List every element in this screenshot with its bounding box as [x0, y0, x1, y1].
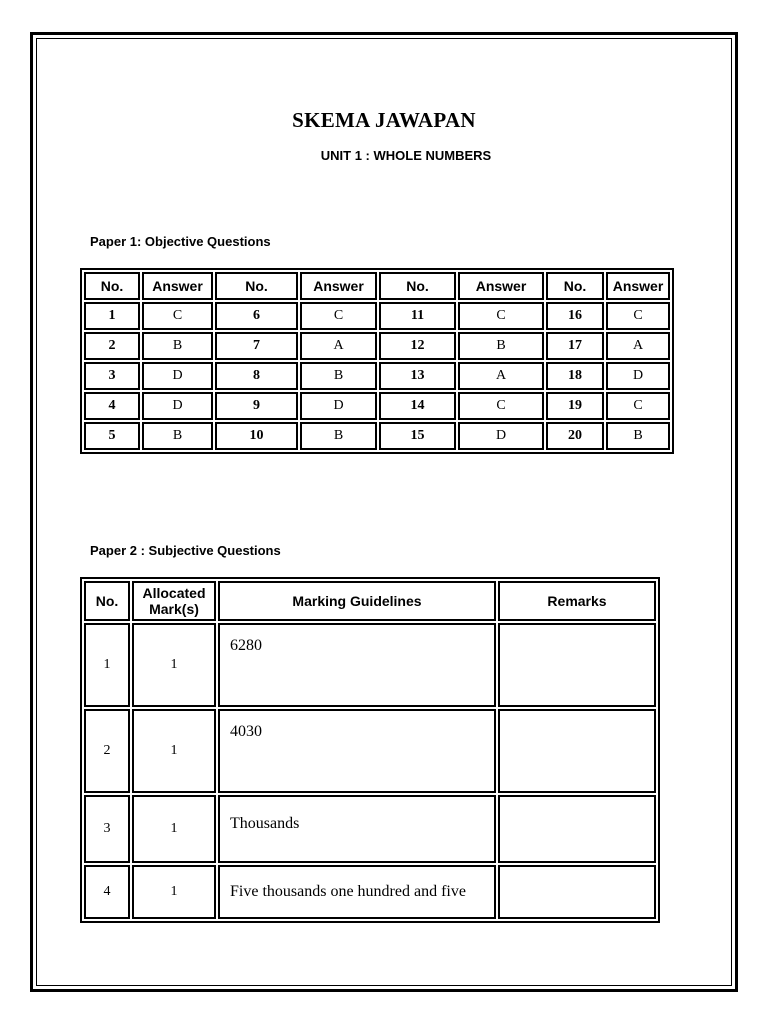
allocated-mark: 1 — [132, 623, 216, 707]
document-title: SKEMA JAWAPAN — [292, 108, 476, 132]
answer-cell: C — [606, 302, 670, 330]
table-header-row — [84, 581, 656, 621]
allocated-mark: 1 — [132, 865, 216, 919]
question-number: 17 — [546, 332, 604, 360]
question-number: 19 — [546, 392, 604, 420]
question-number: 10 — [215, 422, 298, 450]
answer-cell: D — [142, 392, 213, 420]
answer-cell: B — [142, 332, 213, 360]
answer-cell: B — [606, 422, 670, 450]
question-number: 4 — [84, 392, 140, 420]
header-remarks: Remarks — [498, 581, 656, 621]
remarks-cell — [498, 709, 656, 793]
question-number: 14 — [379, 392, 456, 420]
header-allocated-marks: Allocated Mark(s) — [132, 581, 216, 621]
table-row — [84, 422, 670, 450]
question-number: 5 — [84, 422, 140, 450]
table-row — [84, 795, 656, 863]
question-number: 1 — [84, 302, 140, 330]
answer-cell: D — [300, 392, 377, 420]
paper2-heading: Paper 2 : Subjective Questions — [90, 543, 281, 558]
header-answer: Answer — [142, 272, 213, 300]
answer-cell: C — [458, 302, 544, 330]
header-no: No. — [84, 272, 140, 300]
header-no: No. — [379, 272, 456, 300]
table-row — [84, 709, 656, 793]
answer-cell: B — [142, 422, 213, 450]
table-row — [84, 623, 656, 707]
marking-guideline: 6280 — [218, 623, 496, 707]
question-number: 6 — [215, 302, 298, 330]
answer-cell: A — [458, 362, 544, 390]
question-number: 4 — [84, 865, 130, 919]
question-number: 13 — [379, 362, 456, 390]
marking-guideline: 4030 — [218, 709, 496, 793]
answer-cell: A — [606, 332, 670, 360]
marking-guideline: Thousands — [218, 795, 496, 863]
table-header-row — [84, 272, 670, 300]
answer-cell: B — [458, 332, 544, 360]
question-number: 18 — [546, 362, 604, 390]
allocated-mark: 1 — [132, 709, 216, 793]
question-number: 11 — [379, 302, 456, 330]
header-answer: Answer — [606, 272, 670, 300]
answer-cell: C — [458, 392, 544, 420]
question-number: 16 — [546, 302, 604, 330]
header-no: No. — [546, 272, 604, 300]
objective-answer-table — [80, 268, 674, 454]
header-answer: Answer — [300, 272, 377, 300]
table-row — [84, 332, 670, 360]
answer-cell: B — [300, 422, 377, 450]
question-number: 1 — [84, 623, 130, 707]
allocated-mark: 1 — [132, 795, 216, 863]
remarks-cell — [498, 623, 656, 707]
question-number: 2 — [84, 332, 140, 360]
header-answer: Answer — [458, 272, 544, 300]
remarks-cell — [498, 795, 656, 863]
remarks-cell — [498, 865, 656, 919]
header-no: No. — [84, 581, 130, 621]
table-row — [84, 362, 670, 390]
answer-cell: B — [300, 362, 377, 390]
question-number: 15 — [379, 422, 456, 450]
question-number: 2 — [84, 709, 130, 793]
question-number: 9 — [215, 392, 298, 420]
answer-cell: C — [606, 392, 670, 420]
answer-cell: D — [458, 422, 544, 450]
answer-cell: C — [300, 302, 377, 330]
table-row — [84, 865, 656, 919]
question-number: 8 — [215, 362, 298, 390]
header-marking-guidelines: Marking Guidelines — [218, 581, 496, 621]
question-number: 7 — [215, 332, 298, 360]
table-row — [84, 302, 670, 330]
question-number: 12 — [379, 332, 456, 360]
document-subtitle: UNIT 1 : WHOLE NUMBERS — [320, 148, 492, 163]
subjective-marking-table — [80, 577, 660, 923]
marking-guideline: Five thousands one hundred and five — [218, 865, 496, 919]
question-number: 3 — [84, 362, 140, 390]
question-number: 20 — [546, 422, 604, 450]
table-row — [84, 392, 670, 420]
paper1-heading: Paper 1: Objective Questions — [90, 234, 271, 249]
answer-cell: A — [300, 332, 377, 360]
answer-cell: C — [142, 302, 213, 330]
header-no: No. — [215, 272, 298, 300]
answer-cell: D — [142, 362, 213, 390]
answer-cell: D — [606, 362, 670, 390]
question-number: 3 — [84, 795, 130, 863]
